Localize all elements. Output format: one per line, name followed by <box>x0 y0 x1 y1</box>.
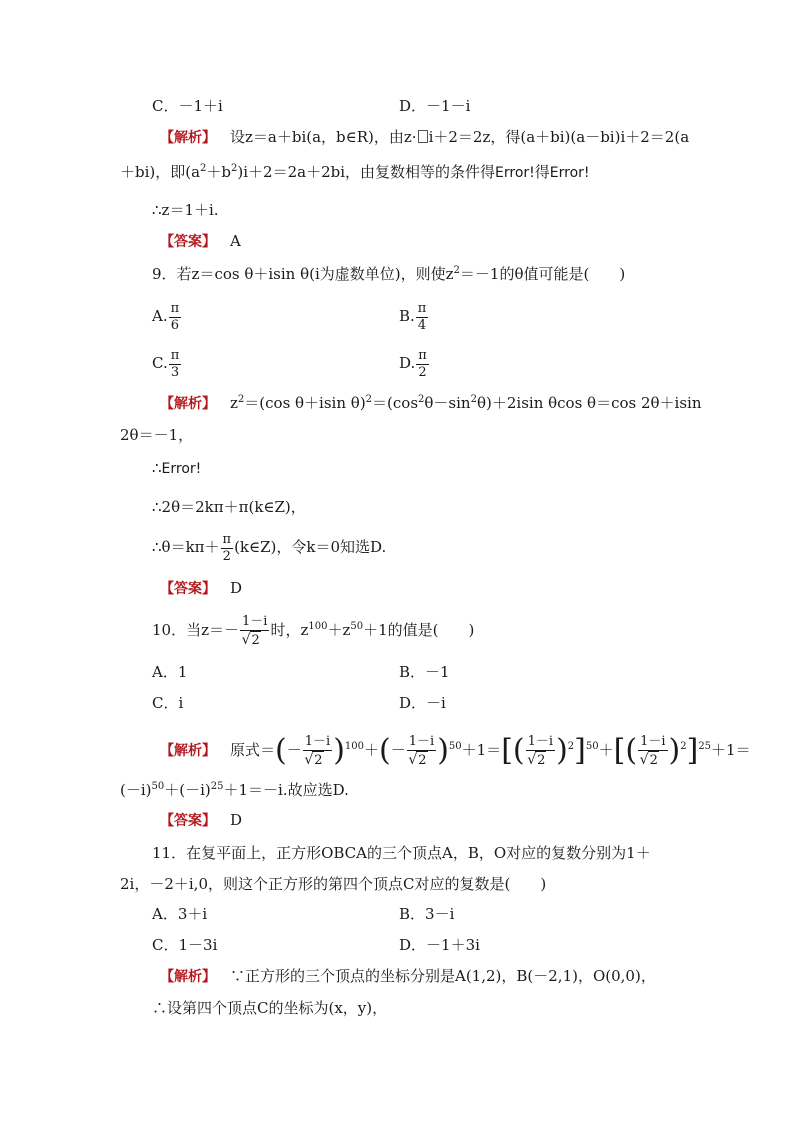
q10-stem: 10．当z＝－ 1－i √ 2 时，$z^{100}+z^{50}+1$的值是( ) <box>152 612 474 649</box>
q8-analysis-line-2: ＋bi)，即$(a^2+b^2)i+2=2a+2bi$，由复数相等的条件得Error!得Error! <box>120 163 590 181</box>
missing-glyph-box <box>418 130 428 143</box>
answer-tag: 【答案】 <box>160 234 216 250</box>
q9-analysis-line-2: 2θ＝－1， <box>120 426 194 444</box>
q9-option-d: D. $\frac{\pi}{2}$ <box>399 347 427 380</box>
q9-analysis-line-1: 【解析】 $z^2=(\cos$ θ＋isin $\theta)^2=(\cos^2\theta-\sin^2\theta)+2isin$ θcos θ＝cos 2θ＋isin <box>160 394 702 412</box>
q11-stem-line-1: 11．在复平面上，正方形OBCA的三个顶点A，B，O对应的复数分别为1＋ <box>152 844 651 862</box>
q9-answer: 【答案】 D <box>160 579 243 597</box>
q9-option-a: A. $\frac{\pi}{6}$ <box>152 300 180 333</box>
error-placeholder: Error! <box>495 165 535 181</box>
q10-analysis-line-1: 【解析】 原式＝(－ 1－i √ 2 )$^{100}$＋(－ 1－i √ 2 )$^{50}$＋1＝[( 1－i √ 2 )$^2$]$^{50}$＋[( 1－i √ 2 )$^2$]$^{25}$＋1＝ <box>160 730 751 771</box>
q10-option-d: D．－i <box>399 694 446 712</box>
q11-option-c: C．1－3i <box>152 936 218 954</box>
q11-stem-line-2: 2i，－2＋i,0，则这个正方形的第四个顶点C对应的复数是( ) <box>120 875 547 893</box>
q10-analysis-line-2: $(-i)^{50}+(-i)^{25}+1=-i$.故应选D. <box>120 781 349 799</box>
q10-option-c: C．i <box>152 694 184 712</box>
answer-tag: 【答案】 <box>160 813 216 829</box>
q9-option-c: C. $\frac{\pi}{3}$ <box>152 347 180 380</box>
answer-tag: 【答案】 <box>160 581 216 597</box>
analysis-tag: 【解析】 <box>160 396 216 412</box>
q11-analysis-line-1: 【解析】 ∵正方形的三个顶点的坐标分别是A(1,2)，B(－2,1)，O(0,0)， <box>160 967 656 985</box>
q8-option-d: D．－1－i <box>399 97 471 115</box>
q8-answer: 【答案】 A <box>160 232 241 250</box>
q11-option-d: D．－1＋3i <box>399 936 480 954</box>
q9-stem: 9．若z＝cos θ＋isin θ(i为虚数单位)，则使$z^2=-1$的θ值可能是( ) <box>152 265 626 283</box>
q10-answer: 【答案】 D <box>160 811 243 829</box>
analysis-tag: 【解析】 <box>160 743 216 759</box>
q8-option-c: C．－1＋i <box>152 97 223 115</box>
q9-analysis-line-5: ∴θ＝kπ＋ $\frac{\pi}{2}$ (k∈Z)，令k＝0知选D. <box>152 531 387 564</box>
error-placeholder: Error! <box>161 461 202 477</box>
q9-analysis-line-4: ∴2θ＝2kπ＋π(k∈Z)， <box>152 498 306 516</box>
q9-analysis-line-3: ∴Error! <box>152 459 202 477</box>
q11-option-b: B．3－i <box>399 905 455 923</box>
q10-option-a: A．1 <box>152 663 188 681</box>
q8-analysis-line-1: 【解析】 设z＝a＋bi(a，b∈R)，由z· i＋2＝2z，得(a＋bi)(a－bi)i＋2＝2(a <box>160 128 690 146</box>
q11-option-a: A．3＋i <box>152 905 208 923</box>
analysis-tag: 【解析】 <box>160 969 216 985</box>
q11-analysis-line-2: ∴设第四个顶点C的坐标为(x，y)， <box>152 999 388 1017</box>
q10-option-b: B．－1 <box>399 663 450 681</box>
analysis-tag: 【解析】 <box>160 130 216 146</box>
error-placeholder: Error! <box>549 165 590 181</box>
q8-analysis-line-3: ∴z＝1＋i. <box>152 201 219 219</box>
q9-option-b: B. $\frac{\pi}{4}$ <box>399 300 427 333</box>
